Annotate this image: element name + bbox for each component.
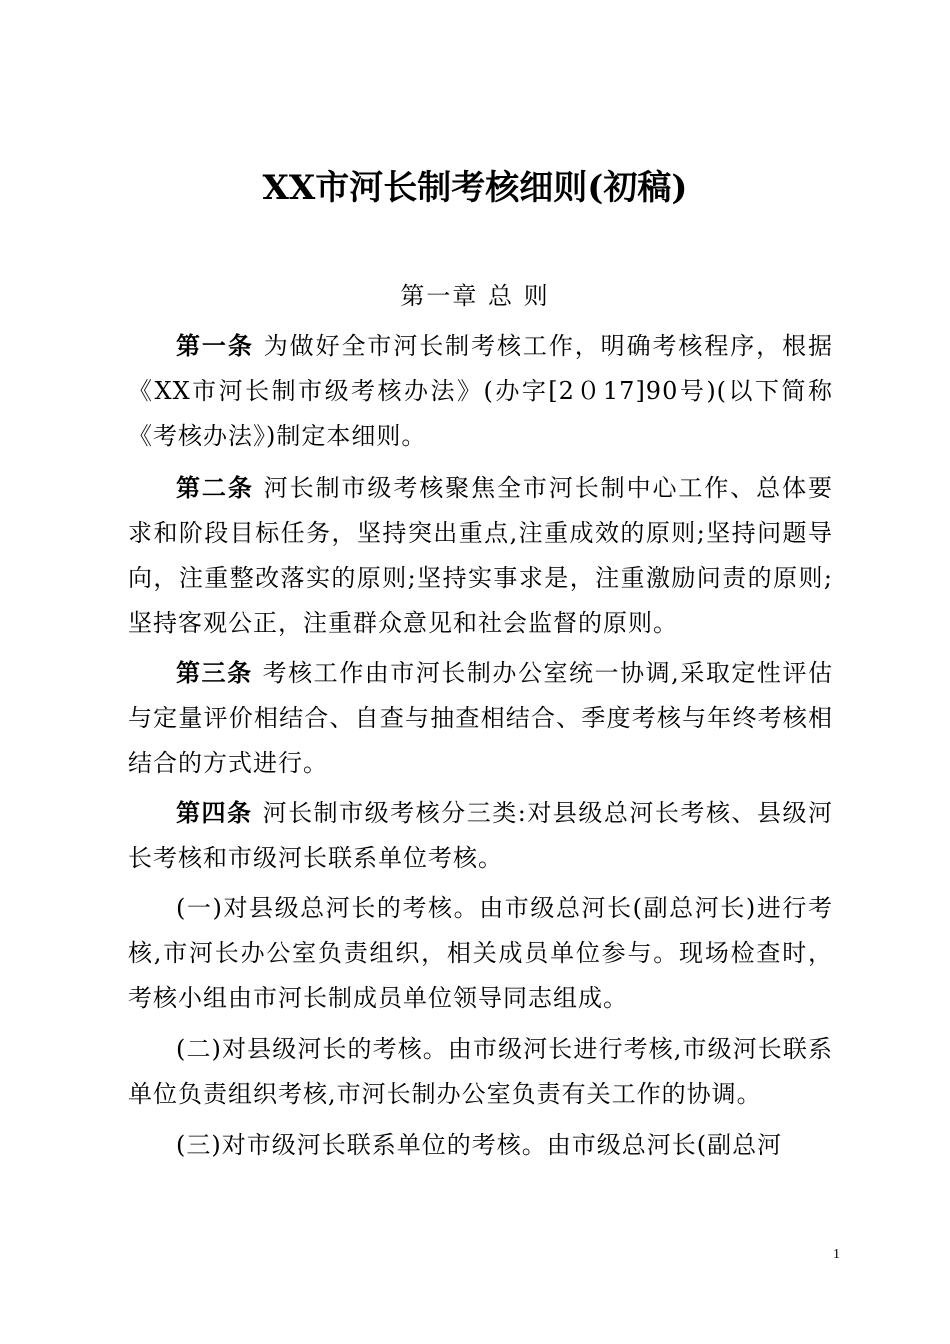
document-title: XX市河长制考核细则(初稿) xyxy=(262,168,688,208)
article-label: 第四条 xyxy=(176,799,253,827)
chapter-heading: 第一章 总 则 xyxy=(400,282,550,310)
page-number: 1 xyxy=(833,1247,840,1262)
article-text: 为做好全市河长制考核工作，明确考核程序，根据《XX市河长制市级考核办法》(办字[2０17]90号)(以下简称《考核办法》)制定本细则。 xyxy=(128,332,833,450)
article-4 xyxy=(128,791,833,881)
article-label: 第三条 xyxy=(176,659,253,687)
item-3: (三)对市级河长联系单位的考核。由市级总河长(副总河 xyxy=(176,1131,783,1159)
item-1: (一)对县级总河长的考核。由市级总河长(副总河长)进行考核,市河长办公室负责组织，相关成员单位参与。现场检查时，考核小组由市河长制成员单位领导同志组成。 xyxy=(128,894,833,1012)
article-3 xyxy=(128,651,833,786)
article-1 xyxy=(128,324,833,459)
article-2 xyxy=(128,466,833,646)
article-text: 考核工作由市河长制办公室统一协调,采取定性评估与定量评价相结合、自查与抽查相结合、季度考核与年终考核相结合的方式进行。 xyxy=(128,659,833,777)
article-label: 第二条 xyxy=(176,474,254,502)
article-label: 第一条 xyxy=(176,332,254,360)
item-2: (二)对县级河长的考核。由市级河长进行考核,市级河长联系单位负责组织考核,市河长制办公室负责有关工作的协调。 xyxy=(128,1035,833,1108)
article-text: 河长制市级考核分三类:对县级总河长考核、县级河长考核和市级河长联系单位考核。 xyxy=(128,799,834,872)
article-text: 河长制市级考核聚焦全市河长制中心工作、总体要求和阶段目标任务，坚持突出重点,注重成效的原则;坚持问题导向，注重整改落实的原则;坚持实事求是，注重激励问责的原则;坚持客观公正，注重群众意见和社会监督的原则。 xyxy=(128,474,833,637)
